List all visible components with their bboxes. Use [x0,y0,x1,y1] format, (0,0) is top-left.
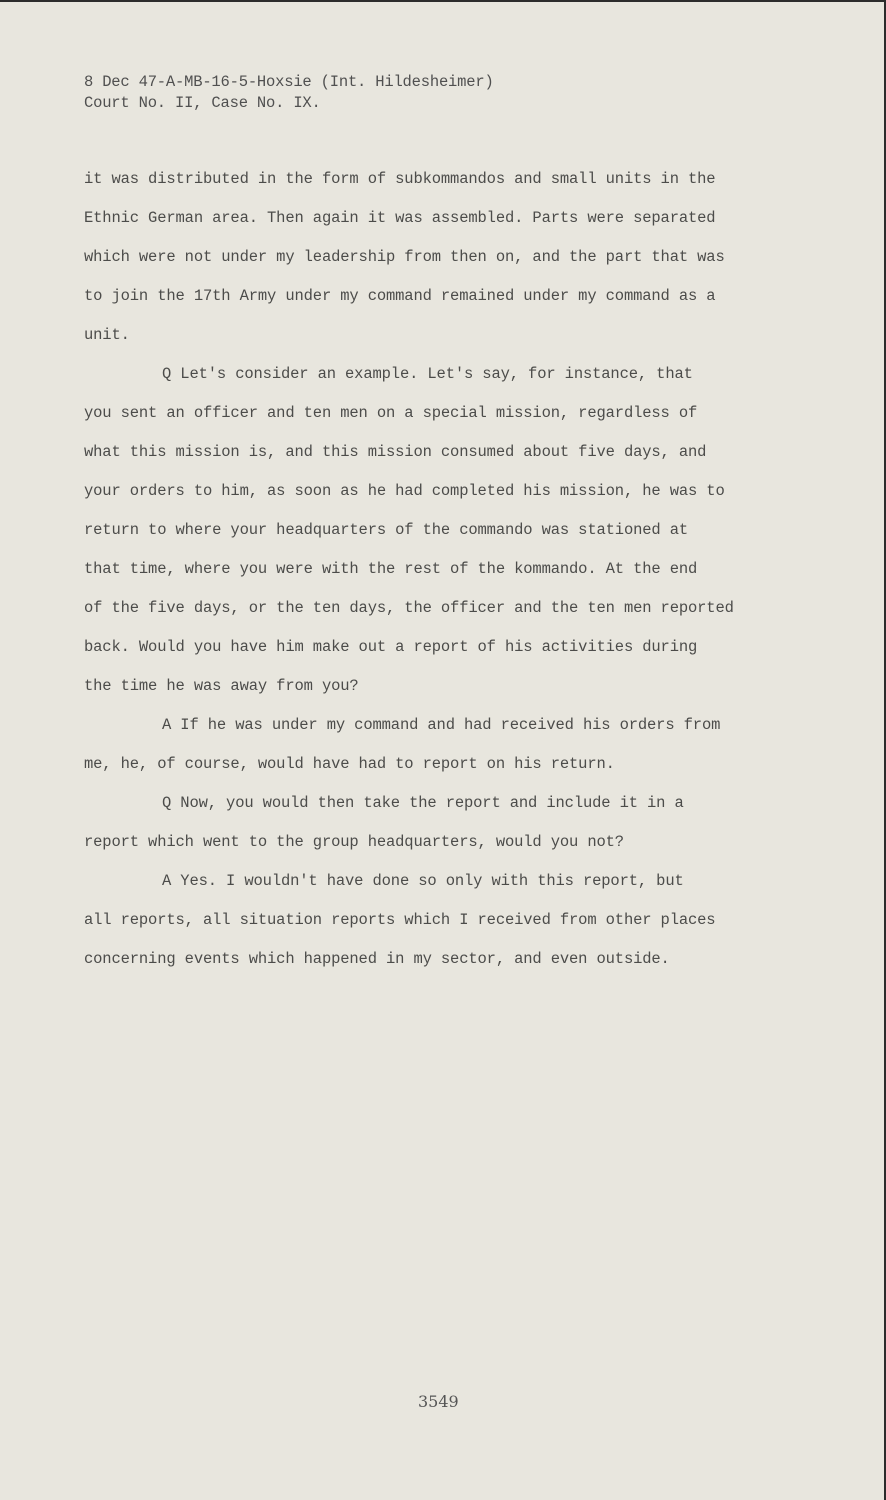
question-line: Q Now, you would then take the report and include it in a [162,794,684,812]
text-line: the time he was away from you? [84,677,359,695]
text-line: what this mission is, and this mission consumed about five days, and [84,443,707,461]
text-line: all reports, all situation reports which I received from other places [84,911,716,929]
text-line: unit. [84,326,130,344]
text-line: report which went to the group headquarters, would you not? [84,833,624,851]
text-line: your orders to him, as soon as he had completed his mission, he was to [84,482,725,500]
answer-line: A Yes. I wouldn't have done so only with this report, but [162,872,684,890]
header-line-1: 8 Dec 47-A-MB-16-5-Hoxsie (Int. Hildesheimer) [84,73,494,91]
text-line: return to where your headquarters of the commando was stationed at [84,521,689,539]
header-line-2: Court No. II, Case No. IX. [84,94,321,112]
text-line: you sent an officer and ten men on a special mission, regardless of [84,404,698,422]
text-line: me, he, of course, would have had to report on his return. [84,755,615,773]
document-header [84,72,494,114]
text-line: Ethnic German area. Then again it was assembled. Parts were separated [84,209,716,227]
text-line: of the five days, or the ten days, the officer and the ten men reported [84,599,734,617]
text-line: back. Would you have him make out a report of his activities during [84,638,698,656]
text-line: which were not under my leadership from then on, and the part that was [84,248,725,266]
text-line: concerning events which happened in my sector, and even outside. [84,950,670,968]
transcript-body [84,164,784,983]
page-number: 3549 [418,1392,459,1411]
text-line: it was distributed in the form of subkommandos and small units in the [84,170,716,188]
text-line: to join the 17th Army under my command remained under my command as a [84,287,716,305]
text-line: that time, where you were with the rest of the kommando. At the end [84,560,698,578]
answer-line: A If he was under my command and had received his orders from [162,716,721,734]
question-line: Q Let's consider an example. Let's say, for instance, that [162,365,693,383]
